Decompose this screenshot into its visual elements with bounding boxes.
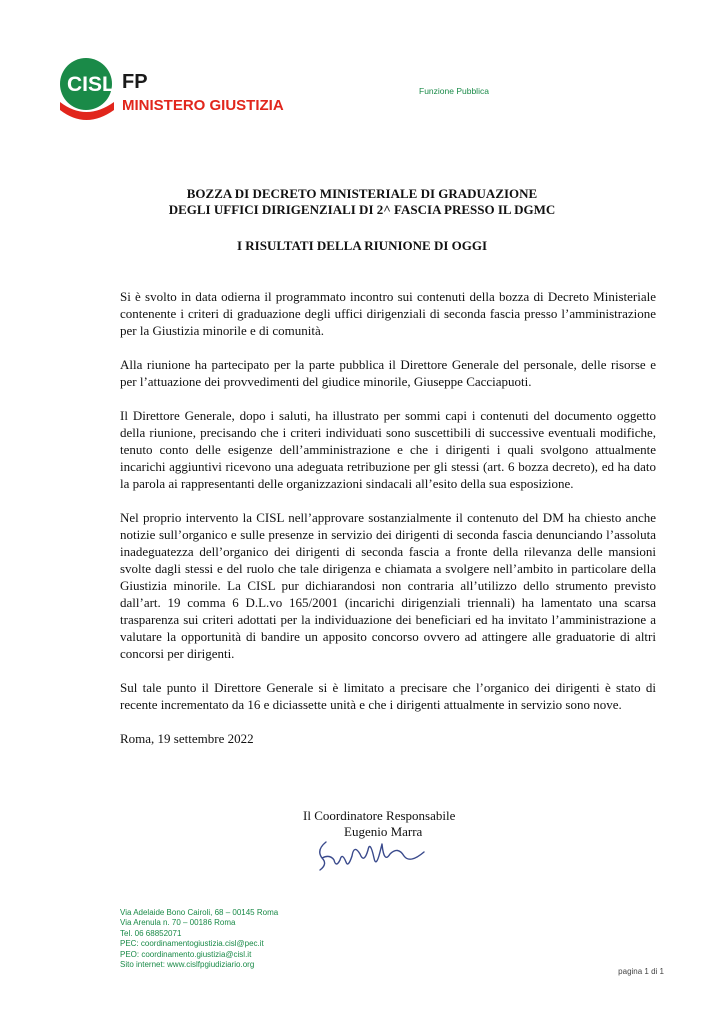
title-line-1: BOZZA DI DECRETO MINISTERIALE DI GRADUAZIONE [186,186,538,201]
footer-contacts [120,908,278,970]
logo-fp-text: FP [122,71,148,93]
footer-phone: Tel. 06 68852071 [120,928,182,938]
logo-cisl-text: CISL [67,73,115,96]
header-right-label: Funzione Pubblica [419,86,489,96]
footer-address-2: Via Arenula n. 70 – 00186 Roma [120,918,236,928]
paragraph: Sul tale punto il Direttore Generale si è limitato a precisare che l’organico dei dirigenti è stato di recente incrementato da 16 e diciassette unità e che i dirigenti attualmente in servizio sono nove. [120,680,656,712]
subtitle: I RISULTATI DELLA RIUNIONE DI OGGI [236,238,488,253]
paragraph: Si è svolto in data odierna il programmato incontro sui contenuti della bozza di Decreto Ministeriale contenente i criteri di graduazione degli uffici dirigenziali di seconda fascia presso l’amministrazione per la Giustizia minorile e di comunità. [120,289,656,338]
page-number: pagina 1 di 1 [618,967,664,976]
date-line: Roma, 19 settembre 2022 [120,731,254,746]
logo-ministry-text: MINISTERO GIUSTIZIA [122,97,284,114]
body-text [120,288,656,764]
title-line-2: DEGLI UFFICI DIRIGENZIALI DI 2^ FASCIA PRESSO IL DGMC [168,202,556,217]
signature-role: Il Coordinatore Responsabile [303,808,456,823]
footer-address-1: Via Adelaide Bono Cairoli, 68 – 00145 Roma [120,908,279,917]
title-block [100,186,624,254]
cisl-fp-logo [58,58,298,128]
paragraph: Alla riunione ha partecipato per la parte pubblica il Direttore Generale del personale, delle risorse e per l’attuazione dei provvedimenti del giudice minorile, Giuseppe Cacciapuoti. [120,357,656,389]
footer-pec: PEC: coordinamentogiustizia.cisl@pec.it [120,939,264,949]
footer-peo: PEO: coordinamento.giustizia@cisl.it [120,949,252,959]
paragraph: Il Direttore Generale, dopo i saluti, ha illustrato per sommi capi i contenuti del documento oggetto della riunione, precisando che i criteri individuati sono suscettibili di successive eventuali modifiche, tenuto conto delle esigenze dell’amministrazione e che i dirigenti i quali svolgono attualmente incarichi aggiuntivi ricevono una adeguata retribuzione per gli stessi (art. 6 bozza decreto), ed ha dato la parola ai rappresentanti delle organizzazioni sindacali all’esito della sua esposizione. [120,408,656,491]
footer-website: Sito internet: www.cislfpgiudiziario.org [120,960,255,970]
handwritten-signature [312,834,430,876]
signature-name: Eugenio Marra [344,824,423,839]
paragraph: Nel proprio intervento la CISL nell’approvare sostanzialmente il contenuto del DM ha chiesto anche notizie sull’organico e sulle presenze in servizio dei dirigenti di seconda fascia denunciando l’assoluta inadeguatezza dell’organico dei dirigenti di seconda fascia a fronte della rilevanza delle mansioni svolte dagli stessi e del ruolo che tale dirigenza e chiamata a svolgere nell’ambito in particolare della Giustizia minorile. La CISL pur dichiarandosi non contraria all’utilizzo dello strumento previsto dall’art. 19 comma 6 D.L.vo 165/2001 (incarichi dirigenziali triennali) ha lamentato una scarsa trasparenza sui criteri adottati per la individuazione dei beneficiari ed ha invitato l’amministrazione a valutare la opportunità di bandire un apposito concorso ovvero ad attingere alle graduatorie di altri concorsi per dirigenti. [120,510,656,661]
